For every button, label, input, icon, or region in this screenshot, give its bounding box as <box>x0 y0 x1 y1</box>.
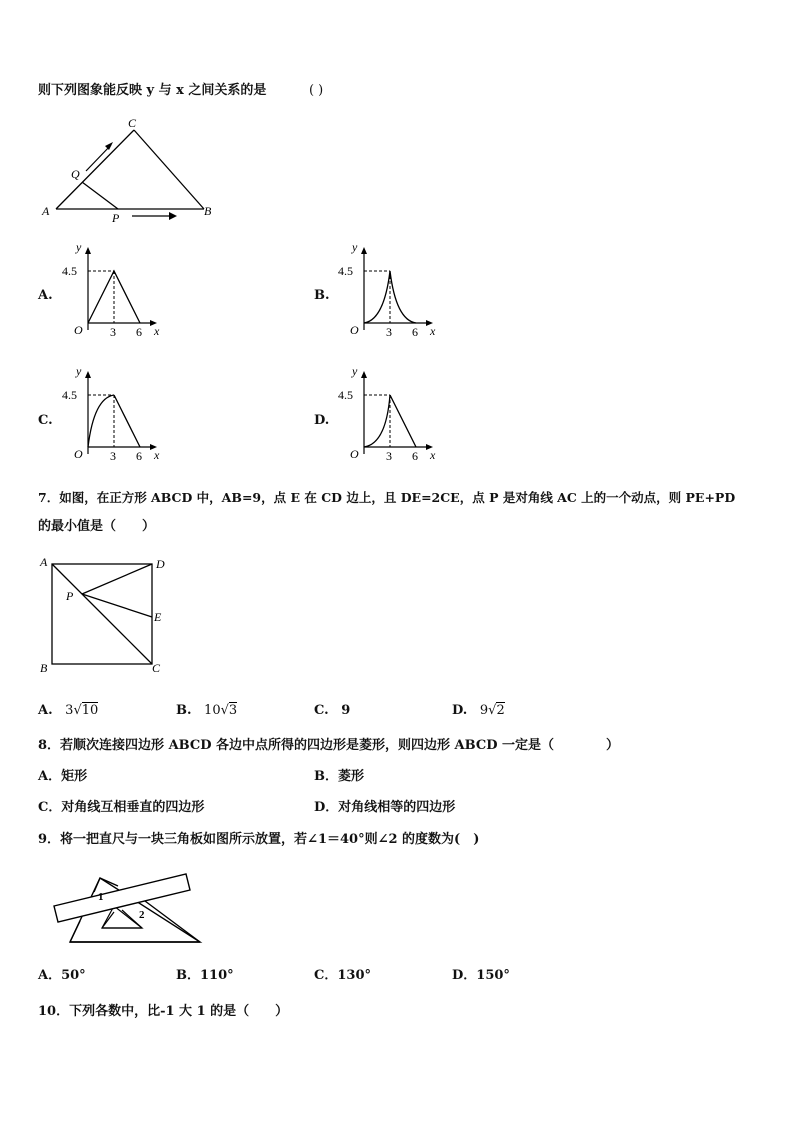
graph-a-x-label: x <box>154 324 160 338</box>
q7-option-d-radicand: 2 <box>496 703 505 718</box>
graph-b-y-label: y <box>352 240 358 254</box>
q7-label-e: E <box>154 610 162 624</box>
q7-option-b-coef: 10 <box>204 703 221 718</box>
q7-option-a[interactable]: A. 3√10 <box>38 703 99 718</box>
graph-a-ymax: 4.5 <box>62 264 77 278</box>
q6-label-q: Q <box>71 167 80 181</box>
q8-stem: 8．若顺次连接四边形 ABCD 各边中点所得的四边形是菱形，则四边形 ABCD 一定是（ ） <box>38 738 620 753</box>
graph-d-y-label: y <box>352 364 358 378</box>
graph-a-tick-6: 6 <box>136 325 142 339</box>
q8-option-c[interactable]: C．对角线互相垂直的四边形 <box>38 800 205 815</box>
graph-c-tick-6: 6 <box>136 449 142 463</box>
graph-b-origin: O <box>350 323 359 337</box>
q8-option-b[interactable]: B．菱形 <box>314 769 364 784</box>
graph-a-y-label: y <box>76 240 82 254</box>
q6-label-c: C <box>128 116 137 130</box>
graph-b-x-label: x <box>430 324 436 338</box>
q6-option-c-label[interactable]: C. <box>38 413 53 428</box>
q6-label-a: A <box>42 204 50 218</box>
q7-option-a-radicand: 10 <box>81 703 99 718</box>
graph-c-y-label: y <box>76 364 82 378</box>
q6-label-p: P <box>112 211 120 224</box>
graph-c-ymax: 4.5 <box>62 388 77 402</box>
q6-triangle-figure <box>36 112 226 224</box>
q7-option-a-label: A. <box>38 703 53 718</box>
q6-label-b: B <box>204 204 212 218</box>
graph-d-ymax: 4.5 <box>338 388 353 402</box>
q7-option-b-label: B. <box>176 703 192 718</box>
graph-d-x-label: x <box>430 448 436 462</box>
q6-graph-b[interactable] <box>334 240 444 340</box>
graph-c-tick-3: 3 <box>110 449 116 463</box>
graph-d-tick-3: 3 <box>386 449 392 463</box>
q9-ruler-triangle-figure <box>50 868 210 948</box>
graph-b-ymax: 4.5 <box>338 264 353 278</box>
q7-stem-line2: 的最小值是（ ） <box>38 519 156 534</box>
q7-stem-line1: 7．如图，在正方形 ABCD 中，AB=9，点 E 在 CD 边上，且 DE=2CE，点 P 是对角线 AC 上的一个动点，则 PE+PD <box>38 490 736 505</box>
q7-option-d[interactable]: D. 9√2 <box>452 703 505 718</box>
q7-option-c-value: 9 <box>341 703 351 718</box>
q6-option-d-label[interactable]: D. <box>314 413 330 428</box>
q9-option-a[interactable]: A．50° <box>38 968 86 983</box>
q9-angle-2-label: 2 <box>139 909 145 921</box>
q6-option-a-label[interactable]: A. <box>38 288 53 303</box>
q10-stem: 10．下列各数中，比-1 大 1 的是（ ） <box>38 1004 289 1019</box>
graph-d-origin: O <box>350 447 359 461</box>
q6-stem-text: 则下列图象能反映 y 与 x 之间关系的是 <box>38 83 267 98</box>
graph-a-tick-3: 3 <box>110 325 116 339</box>
q9-option-c[interactable]: C．130° <box>314 968 371 983</box>
q6-option-b-label[interactable]: B. <box>314 288 330 303</box>
q6-graph-c[interactable] <box>58 364 168 464</box>
q7-option-c-label: C. <box>314 703 329 718</box>
graph-c-origin: O <box>74 447 83 461</box>
graph-a-origin: O <box>74 323 83 337</box>
q7-label-b: B <box>40 661 48 675</box>
graph-c-x-label: x <box>154 448 160 462</box>
q7-option-b[interactable]: B. 10√3 <box>176 703 238 718</box>
q7-option-a-coef: 3 <box>65 703 74 718</box>
q6-stem <box>38 82 323 100</box>
q6-graph-d[interactable] <box>334 364 444 464</box>
q9-stem: 9．将一把直尺与一块三角板如图所示放置，若∠1＝40°则∠2 的度数为( ) <box>38 832 480 847</box>
q8-option-a[interactable]: A．矩形 <box>38 769 88 784</box>
q6-answer-paren: ( ) <box>308 83 324 98</box>
q6-graph-a[interactable] <box>58 240 168 340</box>
q7-label-a: A <box>40 555 48 569</box>
q7-option-c[interactable] <box>314 702 350 720</box>
q7-label-d: D <box>156 557 165 571</box>
q7-square-figure <box>36 552 176 676</box>
graph-d-tick-6: 6 <box>412 449 418 463</box>
q7-option-b-radicand: 3 <box>228 703 238 718</box>
graph-b-tick-3: 3 <box>386 325 392 339</box>
q9-option-d[interactable]: D．150° <box>452 968 510 983</box>
q7-label-p: P <box>66 589 74 603</box>
q7-option-d-label: D. <box>452 703 468 718</box>
q9-option-b[interactable]: B．110° <box>176 968 234 983</box>
q9-angle-1-label: 1 <box>98 891 104 903</box>
graph-b-tick-6: 6 <box>412 325 418 339</box>
q7-option-d-coef: 9 <box>479 703 489 718</box>
q7-label-c: C <box>152 661 161 675</box>
q8-option-d[interactable]: D．对角线相等的四边形 <box>314 800 456 815</box>
